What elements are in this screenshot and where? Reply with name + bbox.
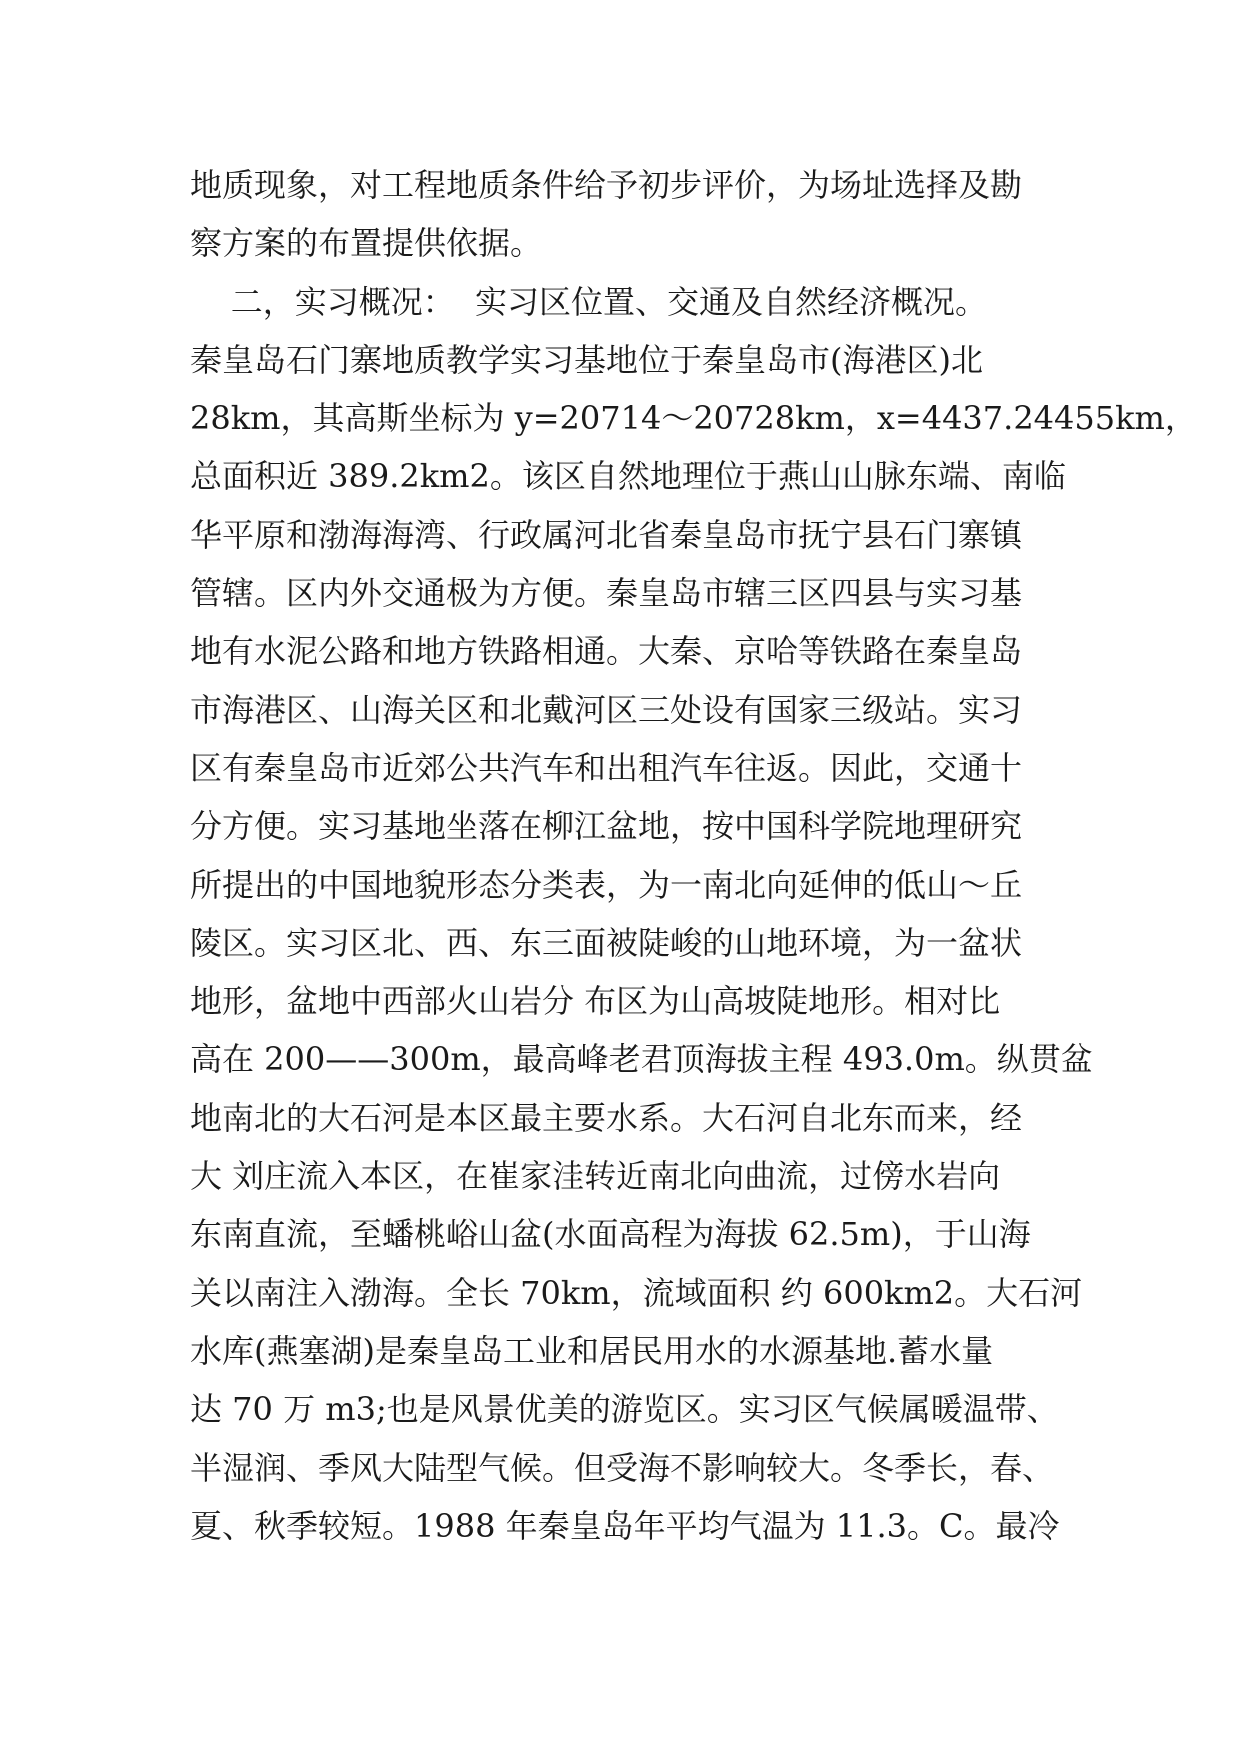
text-line: 28km，其高斯坐标为 y=20714～20728km，x=4437.24455km， xyxy=(190,399,1197,438)
text-line: 所提出的中国地貌形态分类表，为一南北向延伸的低山～丘 xyxy=(190,865,1023,904)
text-line: 地有水泥公路和地方铁路相通。大秦、京哈等铁路在秦皇岛 xyxy=(190,632,1023,671)
text-line: 高在 200——300m，最高峰老君顶海拔主程 493.0m。纵贯盆 xyxy=(190,1040,1093,1079)
text-line: 半湿润、季风大陆型气候。但受海不影响较大。冬季长，春、 xyxy=(190,1448,1055,1487)
text-line: 水库(燕塞湖)是秦皇岛工业和居民用水的水源基地.蓄水量 xyxy=(190,1331,994,1370)
text-line: 察方案的布置提供依据。 xyxy=(190,224,543,263)
text-line: 秦皇岛石门寨地质教学实习基地位于秦皇岛市(海港区)北 xyxy=(190,340,983,379)
text-line: 陵区。实习区北、西、东三面被陡峻的山地环境，为一盆状 xyxy=(190,923,1023,962)
text-line: 东南直流，至蟠桃峪山盆(水面高程为海拔 62.5m)，于山海 xyxy=(190,1215,1031,1254)
text-line: 总面积近 389.2km2。该区自然地理位于燕山山脉东端、南临 xyxy=(190,457,1066,496)
text-line: 达 70 万 m3;也是风景优美的游览区。实习区气候属暖温带、 xyxy=(190,1390,1059,1429)
text-line: 市海港区、山海关区和北戴河区三处设有国家三级站。实习 xyxy=(190,690,1023,729)
text-line: 区有秦皇岛市近郊公共汽车和出租汽车往返。因此，交通十 xyxy=(190,748,1023,787)
text-line: 地南北的大石河是本区最主要水系。大石河自北东而来，经 xyxy=(190,1098,1023,1137)
body-text xyxy=(190,156,1197,1555)
text-line: 大 刘庄流入本区，在崔家洼转近南北向曲流，过傍水岩向 xyxy=(190,1157,1001,1196)
text-line: 关以南注入渤海。全长 70km，流域面积 约 600km2。大石河 xyxy=(190,1273,1083,1312)
text-line: 夏、秋季较短。1988 年秦皇岛年平均气温为 11.3。C。最冷 xyxy=(190,1506,1060,1545)
section-heading-line: 二，实习概况： 实习区位置、交通及自然经济概况。 xyxy=(190,282,988,321)
text-line: 分方便。实习基地坐落在柳江盆地，按中国科学院地理研究 xyxy=(190,807,1023,846)
text-line: 地形，盆地中西部火山岩分 布区为山高坡陡地形。相对比 xyxy=(190,982,1001,1021)
text-line: 地质现象，对工程地质条件给予初步评价，为场址选择及勘 xyxy=(190,166,1023,204)
text-line: 管辖。区内外交通极为方便。秦皇岛市辖三区四县与实习基 xyxy=(190,574,1023,613)
text-line: 华平原和渤海海湾、行政属河北省秦皇岛市抚宁县石门寨镇 xyxy=(190,515,1023,554)
